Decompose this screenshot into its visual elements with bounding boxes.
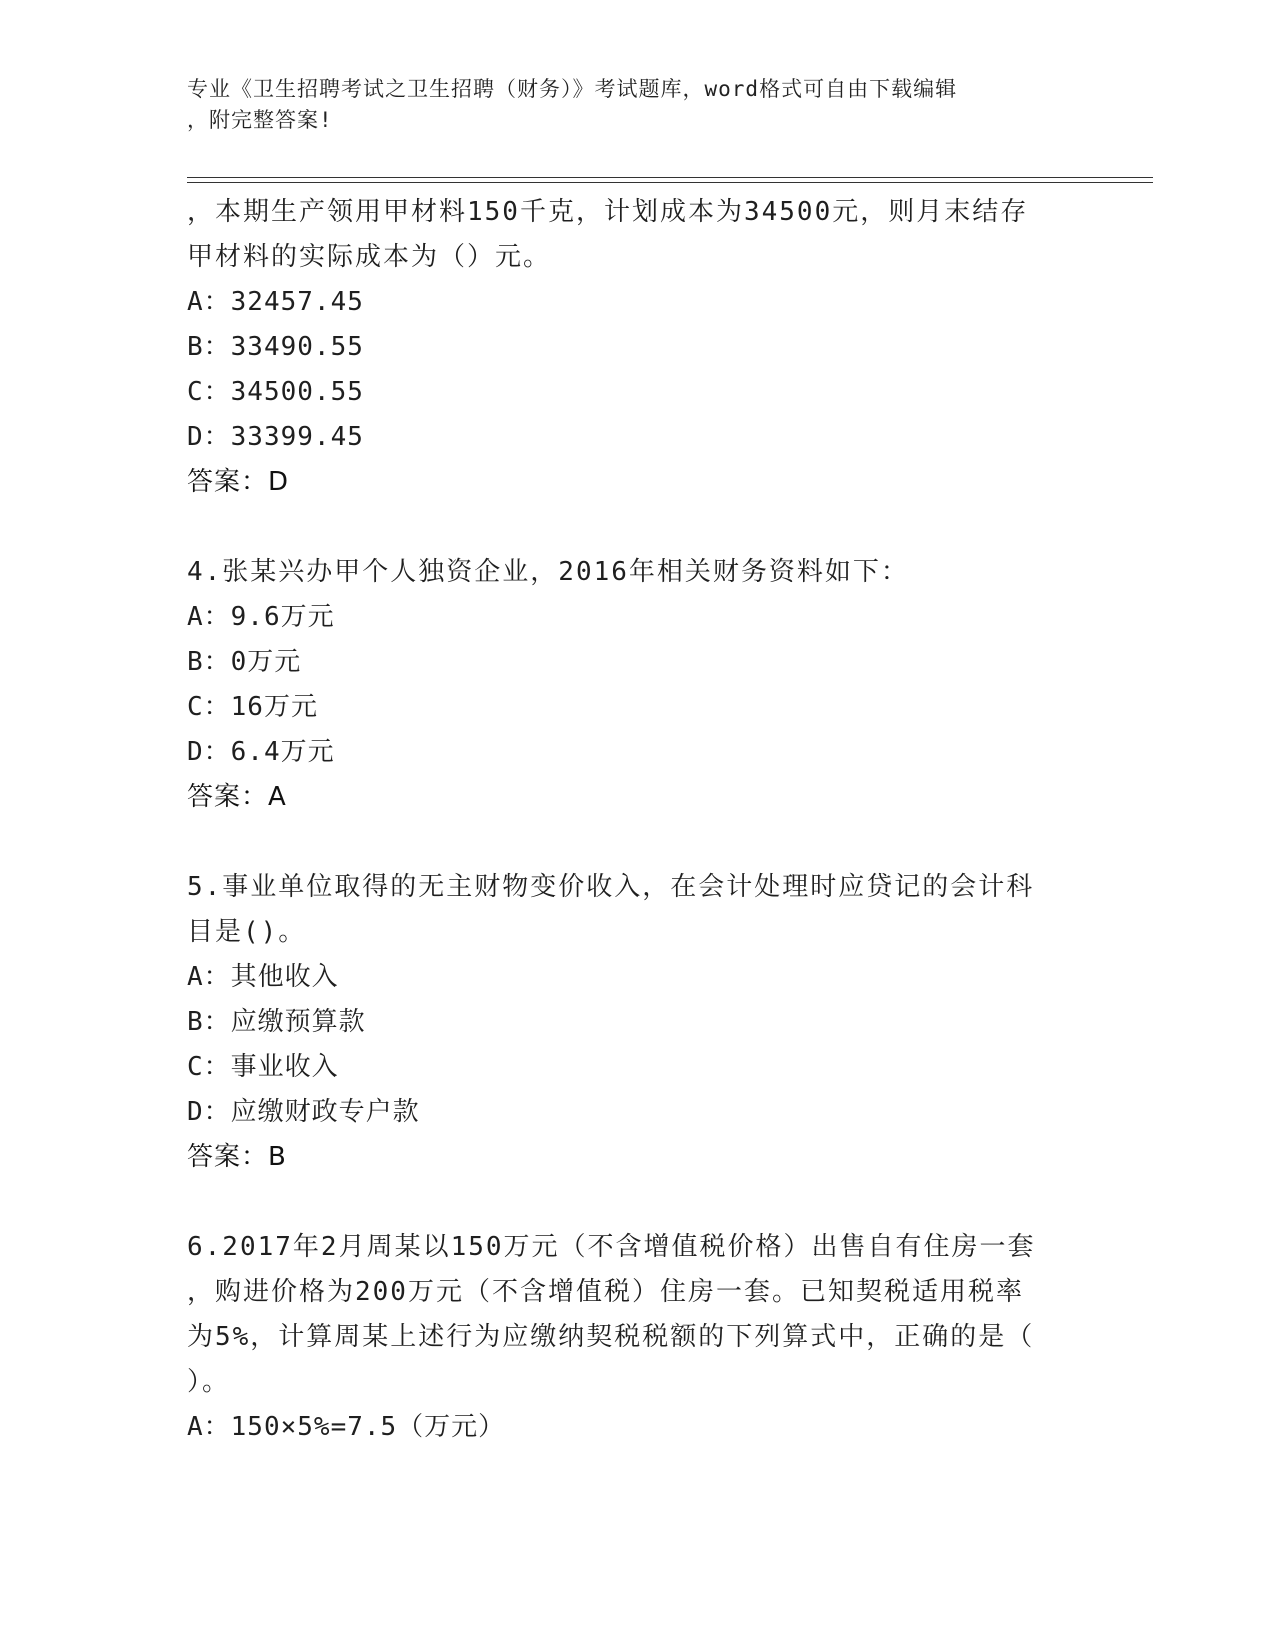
question-4 xyxy=(187,550,1087,820)
question-4-option-b: B：0万元 xyxy=(187,647,302,677)
question-5-option-b: B：应缴预算款 xyxy=(187,1007,366,1037)
document-header xyxy=(187,74,1067,136)
question-5-text-line-1: 5.事业单位取得的无主财物变价收入，在会计处理时应贷记的会计科 xyxy=(187,872,1035,902)
question-5-text-line-2: 目是()。 xyxy=(187,917,307,947)
question-5-option-d: D：应缴财政专户款 xyxy=(187,1097,420,1127)
question-3-option-a: A：32457.45 xyxy=(187,287,364,317)
question-4-answer: 答案：A xyxy=(187,782,287,812)
question-4-option-a: A：9.6万元 xyxy=(187,602,335,632)
question-3-option-d: D：33399.45 xyxy=(187,422,364,452)
question-6-text-line-3: 为5%，计算周某上述行为应缴纳契税税额的下列算式中，正确的是（ xyxy=(187,1322,1035,1352)
question-5-option-a: A：其他收入 xyxy=(187,962,339,992)
header-title-line-1: 专业《卫生招聘考试之卫生招聘（财务）》考试题库，word格式可自由下载编辑 xyxy=(187,77,958,101)
question-5-answer: 答案：B xyxy=(187,1142,287,1172)
question-6-text-line-2: ，购进价格为200万元（不含增值税）住房一套。已知契税适用税率 xyxy=(187,1277,1024,1307)
spacer xyxy=(187,505,1087,550)
question-3-text-line-1: ，本期生产领用甲材料150千克，计划成本为34500元，则月末结存 xyxy=(187,197,1029,227)
question-3-answer: 答案：D xyxy=(187,467,290,497)
header-divider-bottom xyxy=(187,182,1153,183)
header-divider-top xyxy=(187,177,1153,178)
question-3-option-c: C：34500.55 xyxy=(187,377,364,407)
spacer xyxy=(187,820,1087,865)
spacer xyxy=(187,1180,1087,1225)
question-6-text-line-4: ）。 xyxy=(187,1367,231,1397)
question-4-option-c: C：16万元 xyxy=(187,692,318,722)
question-5 xyxy=(187,865,1087,1180)
question-3-option-b: B：33490.55 xyxy=(187,332,364,362)
question-6-option-a: A：150×5%=7.5（万元） xyxy=(187,1412,506,1442)
question-5-option-c: C：事业收入 xyxy=(187,1052,339,1082)
question-4-option-d: D：6.4万元 xyxy=(187,737,335,767)
question-3 xyxy=(187,190,1087,505)
question-list xyxy=(187,190,1087,1450)
question-3-text-line-2: 甲材料的实际成本为（）元。 xyxy=(187,242,552,272)
question-4-text-line-1: 4.张某兴办甲个人独资企业，2016年相关财务资料如下： xyxy=(187,557,909,587)
header-title-line-2: ，附完整答案! xyxy=(187,108,333,132)
question-6-text-line-1: 6.2017年2月周某以150万元（不含增值税价格）出售自有住房一套 xyxy=(187,1232,1036,1262)
question-6 xyxy=(187,1225,1087,1450)
